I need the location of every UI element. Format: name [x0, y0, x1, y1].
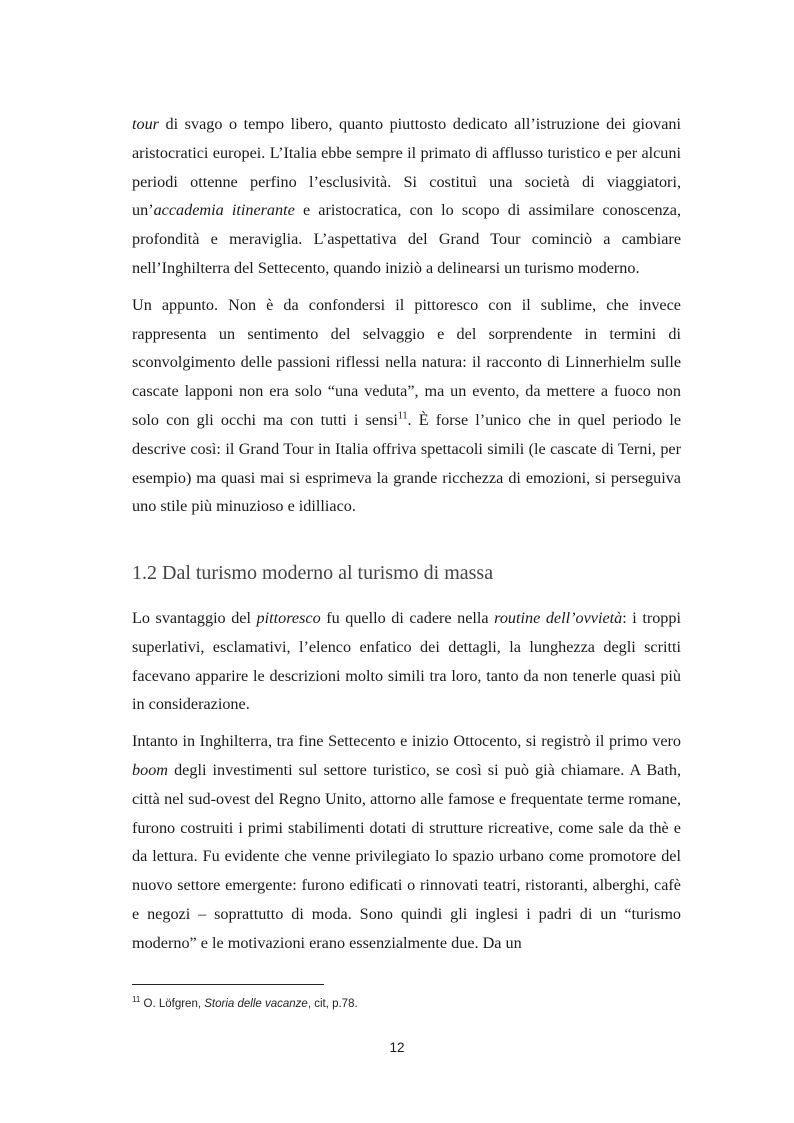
paragraph — [132, 727, 681, 957]
text-span: degli investimenti sul settore turistico, se così si può già chiamare. A Bath, città nel sud-ovest del Regno Unito, attorno alle famose e frequentate terme romane, furono costruiti i primi stabilimenti dotati di strutture ricreative, come sale da thè e da lettura. Fu evidente che venne privilegiato lo spazio urbano come promotore del nuovo settore emergente: furono edificati o rinnovati teatri, ristoranti, alberghi, cafè e negozi – soprattutto di moda. Sono quindi gli inglesi i padri di un “turismo moderno” e le motivazioni erano essenzialmente due. Da un — [132, 760, 681, 952]
text-span: di svago o tempo libero, quanto piuttosto dedicato all’istruzione dei giovani aristocratici europei. L’Italia ebbe sempre il primato di afflusso turistico e per alcuni periodi ottenne perfino l’esclusività. Si costituì una società di viaggiatori, un’ — [132, 115, 681, 220]
section-1-text — [132, 110, 681, 521]
italic-term: tour — [132, 115, 159, 133]
section-2-text — [132, 604, 681, 958]
footnote-separator — [132, 984, 324, 985]
paragraph — [132, 110, 681, 283]
italic-term: accademia itinerante — [153, 201, 295, 220]
footnote-citation: , cit, p.78. — [307, 997, 358, 1010]
italic-term: boom — [132, 760, 168, 779]
paragraph — [132, 604, 681, 719]
text-span: fu quello di cadere nella — [320, 609, 495, 627]
italic-term: routine dell’ovvietà — [494, 609, 623, 627]
footnote-title: Storia delle vacanze — [204, 997, 308, 1010]
footnote-reference[interactable]: 11 — [397, 410, 408, 422]
footnote-author: O. Löfgren, — [140, 997, 205, 1010]
text-span: : i troppi superlativi, esclamativi, l’elenco enfatico dei dettagli, la lunghezza degli scritti facevano apparire le descrizioni molto simili tra loro, tanto da non tenerle quasi più in considerazione. — [132, 609, 681, 714]
footnote — [132, 995, 358, 1010]
text-span: Lo svantaggio del — [132, 609, 257, 627]
italic-term: pittoresco — [256, 609, 321, 627]
text-span: . È forse l’unico che in quel periodo le descrive così: il Grand Tour in Italia offriva spettacoli simili (le cascate di Terni, per esempio) ma quasi mai si esprimeva la grande ricchezza di emozioni, si perseguiva uno stile più minuzioso e idilliaco. — [132, 410, 682, 516]
paragraph — [132, 291, 681, 521]
section-heading: 1.2 Dal turismo moderno al turismo di massa — [132, 562, 494, 584]
page-number: 12 — [389, 1040, 405, 1055]
text-span: Intanto in Inghilterra, tra fine Settecento e inizio Ottocento, si registrò il primo vero — [132, 732, 681, 751]
text-span: e aristocratica, con lo scopo di assimilare conoscenza, profondità e meraviglia. L’aspettativa del Grand Tour cominciò a cambiare nell’Inghilterra del Settecento, quando iniziò a delinearsi un turismo moderno. — [132, 201, 681, 277]
footnote-number: 11 — [132, 995, 141, 1004]
text-span: Un appunto. Non è da confondersi il pittoresco con il sublime, che invece rappresenta un sentimento del selvaggio e del sorprendente in termini di sconvolgimento delle passioni riflessi nella natura: il racconto di Linnerhielm sulle cascate lapponi non era solo “una veduta”, ma un evento, da mettere a fuoco non solo con gli occhi ma con tutti i sensi — [132, 295, 681, 429]
